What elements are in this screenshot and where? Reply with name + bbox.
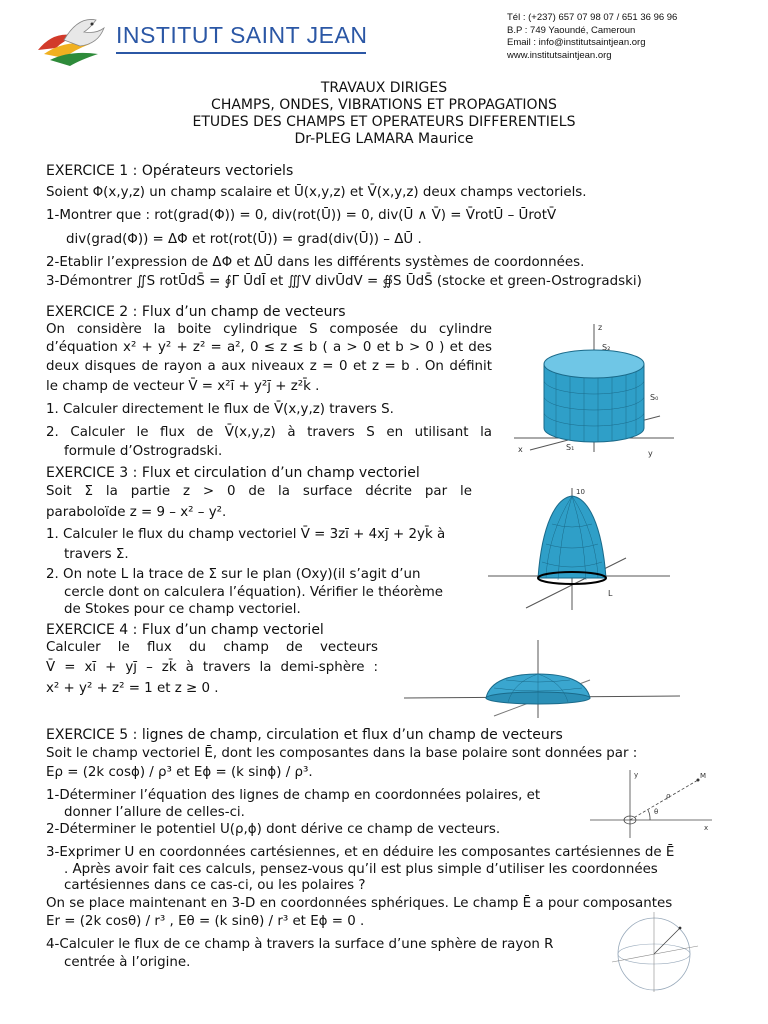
contact-phone: Tél : (+237) 657 07 98 07 / 651 36 96 96 [507,12,678,23]
ex3-question-2-cont2: de Stokes pour ce champ vectoriel. [64,602,301,617]
ex2-para-4: le champ de vecteur V̄ = x²ī + y²j̄ + z²k̄ . [46,379,320,394]
ex2-question-2-cont: formule d’Ostrogradski. [64,444,223,459]
ex2-question-2: 2. Calculer le flux de V̄(x,y,z) à travers S en utilisant la [46,425,492,440]
polar-diagram [586,768,716,840]
para-label-L: L [608,589,613,598]
ex1-question-1-cont: div(grad(Φ)) = ΔΦ et rot(rot(Ū)) = grad(div(Ū)) – ΔŪ . [66,232,422,247]
ex3-heading: EXERCICE 3 : Flux et circulation d’un champ vectoriel [46,465,420,481]
ex5-question-4: 4-Calculer le flux de ce champ à travers la surface d’une sphère de rayon R [46,937,554,952]
ex5-intro: Soit le champ vectoriel Ē, dont les composantes dans la base polaire sont données par : [46,746,638,761]
cylinder-figure [510,320,678,460]
ex1-intro: Soient Φ(x,y,z) un champ scalaire et Ū(x,y,z) et V̄(x,y,z) deux champs vectoriels. [46,185,587,200]
ex3-question-1-cont: travers Σ. [64,547,129,562]
polar-label-rho: ρ [666,792,671,800]
ex4-para-2: V̄ = xī + yj̄ – zk̄ à travers la demi-sphère : [46,660,378,675]
ex3-question-2: 2. On note L la trace de Σ sur le plan (Oxy)(il s’agit d’un [46,567,421,582]
para-label-top: 10 [576,488,585,496]
ex5-question-2: 2-Déterminer le potentiel U(ρ,ϕ) dont dérive ce champ de vecteurs. [46,822,501,837]
title-line-1: TRAVAUX DIRIGES [320,80,448,96]
cyl-label-s2: S₂ [602,343,611,352]
institute-logo-bird [34,10,110,70]
title-line-4: Dr-PLEG LAMARA Maurice [294,131,474,147]
contact-address: B.P : 749 Yaoundé, Cameroun [507,24,636,36]
paraboloid-figure [486,484,672,614]
ex2-heading: EXERCICE 2 : Flux d’un champ de vecteurs [46,304,346,320]
cyl-label-s0: S₀ [650,393,659,402]
ex5-question-4-cont: centrée à l’origine. [64,955,191,970]
ex1-heading: EXERCICE 1 : Opérateurs vectoriels [46,163,294,179]
ex5-question-3: 3-Exprimer U en coordonnées cartésiennes, et en déduire les composantes cartésiennes de Ē [46,845,675,860]
cyl-label-s1: S₁ [566,443,575,452]
title-line-2: CHAMPS, ONDES, VIBRATIONS ET PROPAGATIONS [211,97,557,113]
polar-label-y: y [634,771,639,779]
ex3-para-1: Soit Σ la partie z > 0 de la surface décrite par le [46,484,472,499]
ex5-components-spherical: Er = (2k cosθ) / r³ , Eθ = (k sinθ) / r³ et Eϕ = 0 . [46,914,365,929]
polar-label-x: x [704,824,709,832]
contact-website[interactable]: www.institutsaintjean.org [507,49,612,61]
ex1-question-3: 3-Démontrer ∬S rotŪdS̄ = ∮Γ ŪdĪ et ∭V divŪdV = ∯S ŪdS̄ (stocke et green-Ostrogradski) [46,274,642,289]
logo-underline [116,52,366,54]
title-line-3: ETUDES DES CHAMPS ET OPERATEURS DIFFERENTIELS [192,114,576,130]
polar-label-M: M [700,772,707,780]
ex4-para-3: x² + y² + z² = 1 et z ≥ 0 . [46,681,219,696]
ex5-components-polar: Eρ = (2k cosϕ) / ρ³ et Eϕ = (k sinϕ) / ρ³. [46,765,313,780]
ex5-spherical-intro: On se place maintenant en 3-D en coordonnées sphériques. Le champ Ē a pour composantes [46,896,673,911]
ex2-para-3: deux disques de rayon a aux niveaux z = 0 et z = b . On définit [46,359,492,374]
ex2-question-1: 1. Calculer directement le flux de V̄(x,y,z) travers S. [46,402,394,417]
polar-label-theta: θ [654,808,659,816]
sphere-diagram [604,910,704,994]
contact-block [507,12,677,62]
ex3-para-2: paraboloïde z = 9 – x² – y². [46,505,227,520]
ex5-question-3-cont2: cartésiennes dans ce cas-ci, ou les polaires ? [64,878,366,893]
ex3-question-1: 1. Calculer le flux du champ vectoriel V̄ = 3zī + 4xj̄ + 2yk̄ à [46,527,446,542]
contact-email[interactable]: Email : info@institutsaintjean.org [507,37,646,48]
cyl-label-z: z [598,323,603,332]
ex4-para-1: Calculer le flux du champ de vecteurs [46,640,378,655]
ex1-question-1: 1-Montrer que : rot(grad(Φ)) = 0, div(rot(Ū)) = 0, div(Ū ∧ V̄) = V̄rotŪ – ŪrotV̄ [46,208,557,223]
ex3-question-2-cont1: cercle dont on calculera l’équation). Vérifier le théorème [64,585,444,600]
ex5-question-1-cont: donner l’allure de celles-ci. [64,805,245,820]
institute-name: INSTITUT SAINT JEAN [116,22,368,48]
cyl-label-x: x [518,445,523,454]
hemisphere-figure [394,636,686,720]
cyl-label-y: y [648,449,653,458]
ex2-para-1: On considère la boite cylindrique S composée du cylindre [46,322,492,337]
ex4-heading: EXERCICE 4 : Flux d’un champ vectoriel [46,622,324,638]
ex5-question-3-cont1: . Après avoir fait ces calculs, pensez-vous qu’il est plus simple d’utiliser les coordonnées [64,862,658,877]
document-title [0,80,768,148]
ex5-question-1: 1-Déterminer l’équation des lignes de champ en coordonnées polaires, et [46,788,541,803]
ex2-para-2: d’équation x² + y² + z² = a², 0 ≤ z ≤ b ( a > 0 et b > 0 ) et des [46,340,492,355]
ex5-heading: EXERCICE 5 : lignes de champ, circulation et flux d’un champ de vecteurs [46,727,563,743]
ex1-question-2: 2-Etablir l’expression de ΔΦ et ΔŪ dans les différents systèmes de coordonnées. [46,255,585,270]
